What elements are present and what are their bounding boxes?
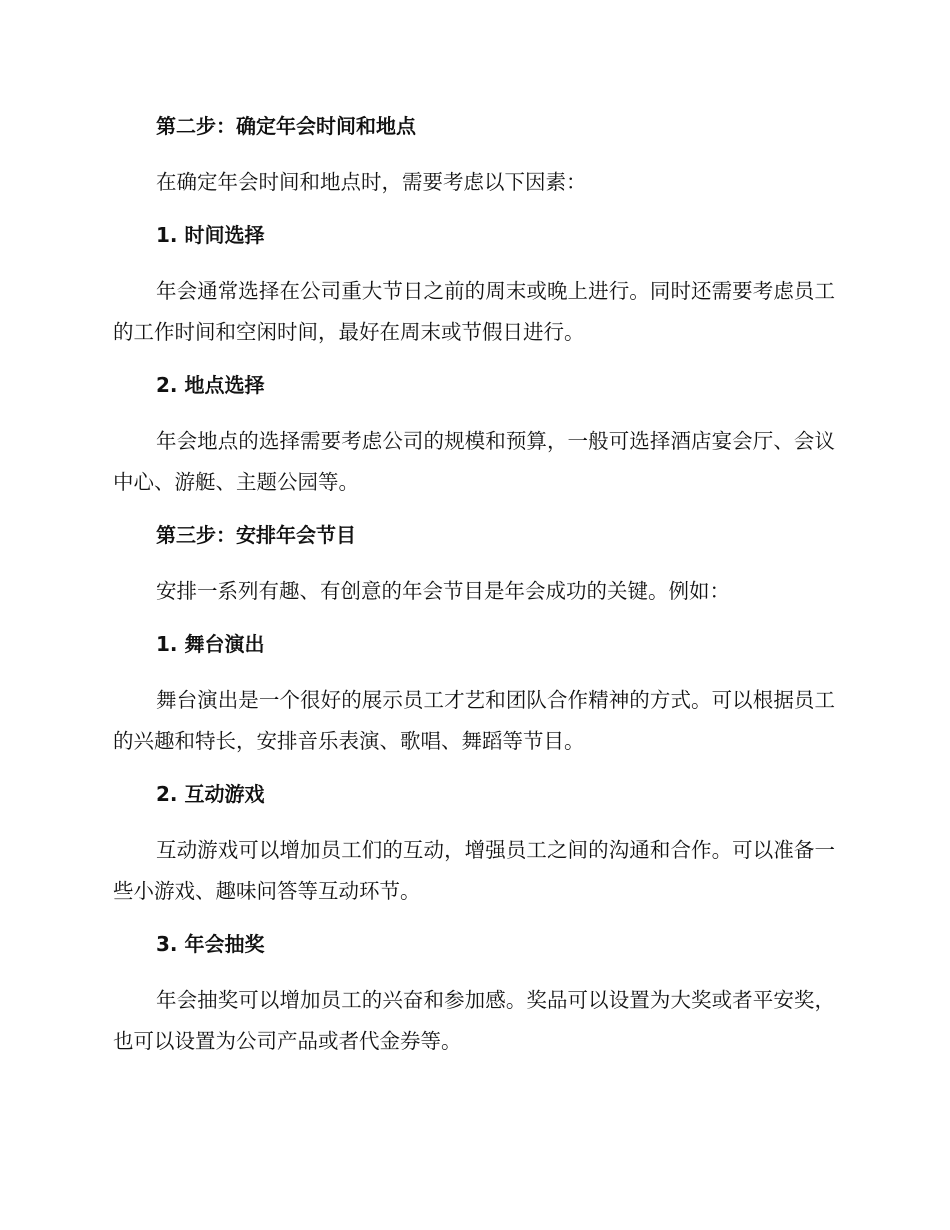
paragraph-stage-performance: 舞台演出是一个很好的展示员工才艺和团队合作精神的方式。可以根据员工的兴趣和特长，安排音乐表演、歌唱、舞蹈等节目。: [113, 688, 835, 753]
paragraph-lottery: 年会抽奖可以增加员工的兴奋和参加感。奖品可以设置为大奖或者平安奖，也可以设置为公司产品或者代金券等。: [113, 988, 835, 1053]
paragraph-place-selection: 年会地点的选择需要考虑公司的规模和预算，一般可选择酒店宴会厅、会议中心、游艇、主题公园等。: [113, 429, 835, 494]
subheading-interactive-games: 2. 互动游戏: [156, 782, 265, 806]
paragraph-time-selection: 年会通常选择在公司重大节日之前的周末或晚上进行。同时还需要考虑员工的工作时间和空闲时间，最好在周末或节假日进行。: [113, 279, 835, 344]
paragraph-time-place-intro: 在确定年会时间和地点时，需要考虑以下因素：: [156, 170, 587, 194]
paragraph-interactive-games: 互动游戏可以增加员工们的互动，增强员工之间的沟通和合作。可以准备一些小游戏、趣味问答等互动环节。: [113, 838, 835, 903]
document-body: [113, 108, 835, 1076]
subheading-lottery: 3. 年会抽奖: [156, 932, 265, 956]
section-heading-step-two: 第二步：确定年会时间和地点: [156, 114, 416, 138]
subheading-stage-performance: 1. 舞台演出: [156, 632, 265, 656]
subheading-time-selection: 1. 时间选择: [156, 223, 265, 247]
section-heading-step-three: 第三步：安排年会节目: [156, 523, 356, 547]
subheading-place-selection: 2. 地点选择: [156, 373, 265, 397]
paragraph-program-intro: 安排一系列有趣、有创意的年会节目是年会成功的关键。例如：: [156, 579, 730, 603]
